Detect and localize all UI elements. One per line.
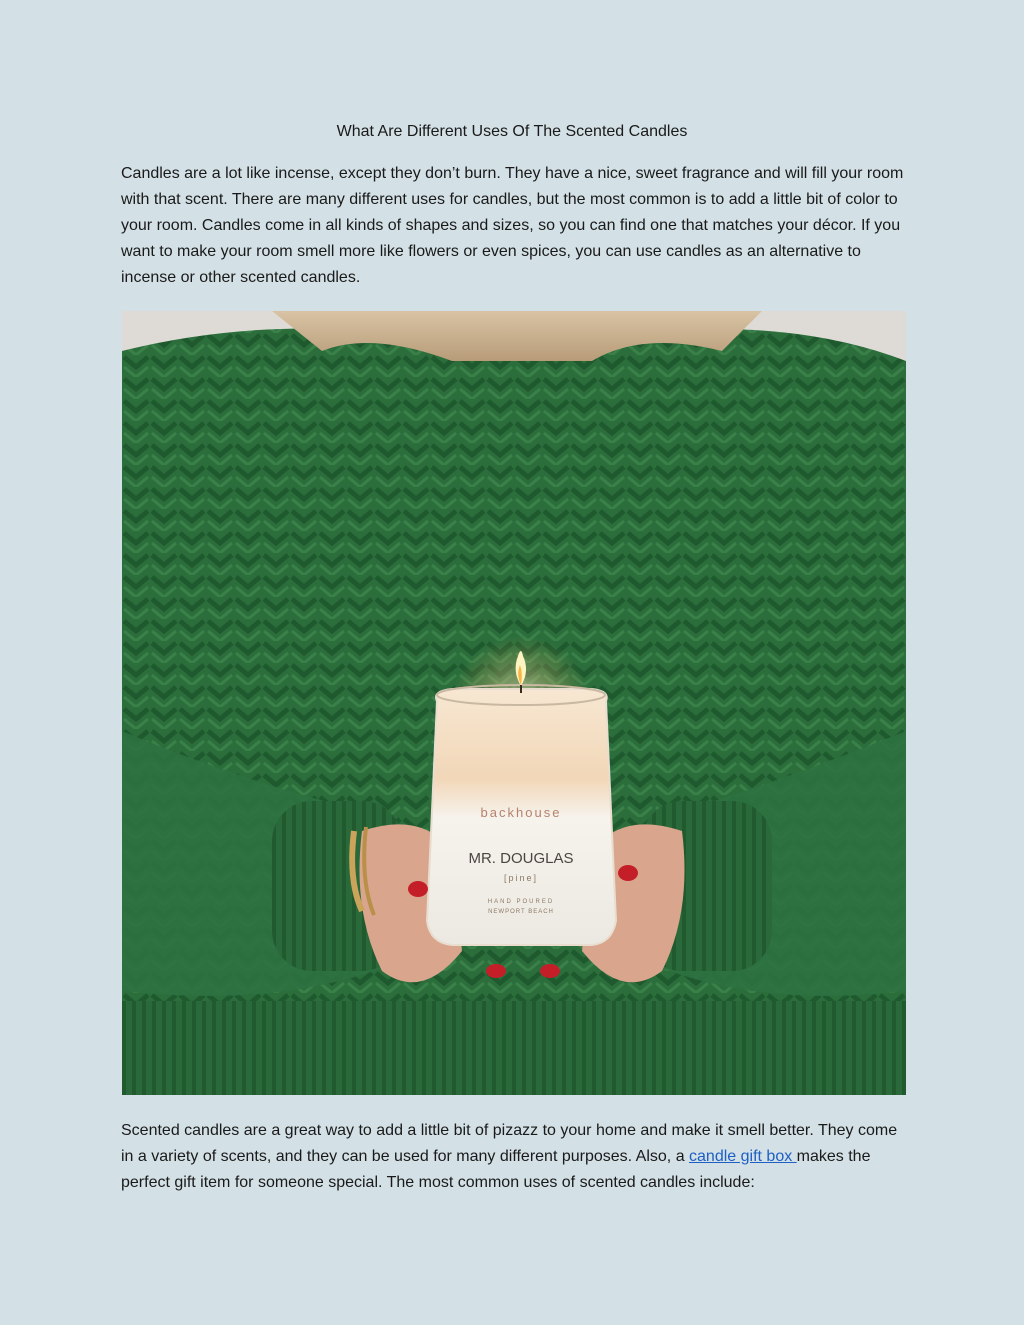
uses-paragraph-text-before: Scented candles are a great way to add a little bit of pizazz to your home and make it smell better. They come in a variety of scents, and they can be used for many different purposes. Also, a bbox=[121, 1122, 898, 1165]
page-title: What Are Different Uses Of The Scented Candles bbox=[336, 123, 688, 140]
candle-gift-box-link[interactable]: candle gift box bbox=[689, 1148, 797, 1165]
candle-brand-text: backhouse bbox=[480, 805, 562, 820]
candle-scent-text: [pine] bbox=[503, 873, 539, 883]
uses-paragraph-text-after: makes the perfect gift item for someone special. The most common uses of scented candles include: bbox=[121, 1148, 871, 1191]
candle-photo bbox=[122, 311, 906, 1095]
intro-paragraph: Candles are a lot like incense, except they don’t burn. They have a nice, sweet fragrance and will fill your room with that scent. There are many different uses for candles, but the most common is to add a little bit of color to your room. Candles come in all kinds of shapes and sizes, so you can find one that matches your décor. If you want to make your room smell more like flowers or even spices, you can use candles as an alternative to incense or other scented candles. bbox=[121, 165, 904, 286]
candle-line1-text: HAND POURED bbox=[487, 899, 555, 905]
uses-paragraph bbox=[121, 1118, 911, 1196]
candle-name-text: MR. DOUGLAS bbox=[468, 850, 574, 867]
candle-line2-text: NEWPORT BEACH bbox=[488, 909, 554, 915]
